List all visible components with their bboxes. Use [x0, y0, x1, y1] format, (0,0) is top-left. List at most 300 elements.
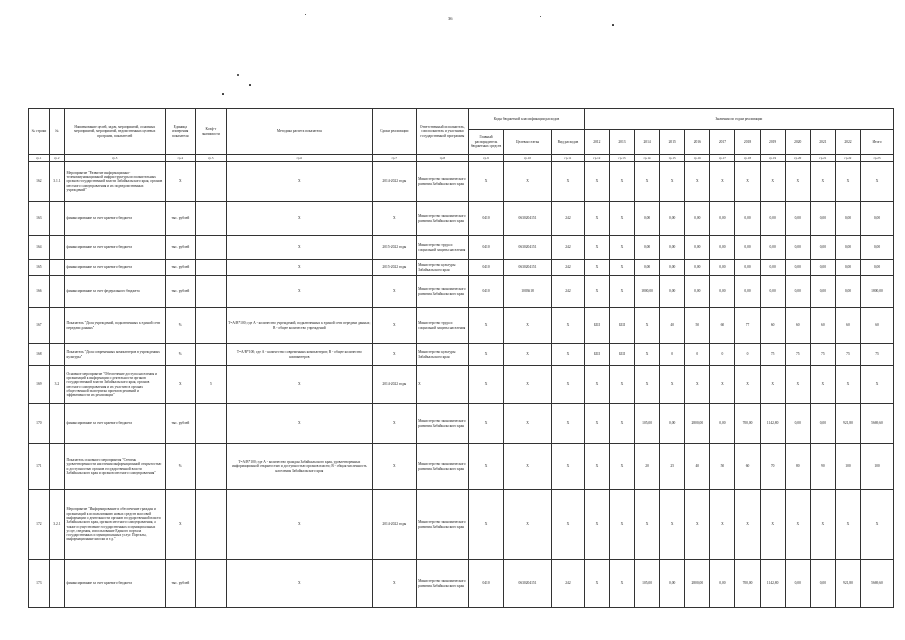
year-value-cell: 0,00: [710, 276, 735, 308]
year-value-cell: Х: [735, 366, 760, 404]
kbk-grbs-cell: 0410: [469, 202, 504, 236]
unit-cell: тыс. рублей: [165, 236, 196, 260]
coefficient-cell: 5: [196, 366, 227, 404]
year-value-cell: Х: [584, 366, 609, 404]
row-number-cell: 162: [29, 162, 50, 202]
year-value-cell: Х: [584, 560, 609, 608]
period-cell: Х: [372, 202, 416, 236]
responsible-cell: Министерство экономического развития Забайкальского края: [416, 276, 468, 308]
coefficient-cell: [196, 344, 227, 366]
header-year: 2017: [710, 129, 735, 154]
coefficient-cell: [196, 202, 227, 236]
unit-cell: %: [165, 308, 196, 344]
method-cell: Х: [226, 490, 372, 560]
scan-speck: [305, 14, 306, 15]
year-value-cell: Х: [835, 490, 860, 560]
year-value-cell: 0,00: [810, 202, 835, 236]
coefficient-cell: [196, 236, 227, 260]
column-index-cell: гр.23: [861, 155, 894, 162]
method-cell: Х: [226, 236, 372, 260]
period-cell: Х: [372, 276, 416, 308]
year-value-cell: 2800,00: [685, 560, 710, 608]
column-index-cell: гр.5: [196, 155, 227, 162]
kbk-target-article-cell: Х: [504, 490, 552, 560]
item-number-cell: [49, 404, 64, 444]
year-value-cell: 0,00: [735, 260, 760, 276]
coefficient-cell: [196, 162, 227, 202]
year-value-cell: 1142,80: [760, 560, 785, 608]
year-value-cell: 0: [660, 344, 685, 366]
kbk-grbs-cell: 0410: [469, 260, 504, 276]
column-index-cell: гр.4: [165, 155, 196, 162]
year-value-cell: 105,00: [635, 560, 660, 608]
year-value-cell: Х: [635, 490, 660, 560]
year-value-cell: Х: [609, 202, 634, 236]
year-value-cell: 0,00: [810, 404, 835, 444]
year-value-cell: Х: [710, 162, 735, 202]
header-coefficient: Коэф-т значимости: [196, 109, 227, 155]
table-header: [29, 109, 894, 162]
column-index-cell: гр.14: [635, 155, 660, 162]
table-row: [29, 276, 894, 308]
item-number-cell: 3.1.1: [49, 162, 64, 202]
period-cell: Х: [372, 560, 416, 608]
row-number-cell: 164: [29, 236, 50, 260]
kbk-expense-type-cell: Х: [552, 308, 585, 344]
coefficient-cell: [196, 490, 227, 560]
unit-cell: Х: [165, 490, 196, 560]
header-year: 2021: [810, 129, 835, 154]
header-responsible: Ответственный исполнитель, соисполнитель и участники государственной программы: [416, 109, 468, 155]
year-value-cell: 0,00: [635, 202, 660, 236]
column-index-cell: гр.11: [552, 155, 585, 162]
year-value-cell: 1142,80: [760, 404, 785, 444]
year-value-cell: Х: [810, 366, 835, 404]
table-row: [29, 404, 894, 444]
year-value-cell: 0,00: [710, 260, 735, 276]
item-number-cell: [49, 560, 64, 608]
column-index-cell: гр.22: [835, 155, 860, 162]
year-value-cell: 100: [835, 444, 860, 490]
header-kbk-group: Коды бюджетной классификации расходов: [469, 109, 585, 130]
year-value-cell: 0,00: [635, 260, 660, 276]
year-value-cell: 0,00: [785, 560, 810, 608]
year-value-cell: Х: [685, 490, 710, 560]
kbk-target-article-cell: Х: [504, 444, 552, 490]
year-value-cell: 921,80: [835, 404, 860, 444]
year-value-cell: БШ: [584, 308, 609, 344]
header-year: 2019: [760, 129, 785, 154]
year-value-cell: 0,00: [810, 260, 835, 276]
kbk-expense-type-cell: 242: [552, 560, 585, 608]
year-value-cell: Х: [735, 490, 760, 560]
year-value-cell: 0,00: [685, 202, 710, 236]
year-value-cell: 0,00: [660, 404, 685, 444]
year-value-cell: 0,00: [810, 560, 835, 608]
year-value-cell: 0,00: [660, 202, 685, 236]
header-period: Сроки реализации: [372, 109, 416, 155]
row-number-cell: 168: [29, 344, 50, 366]
table-row: [29, 236, 894, 260]
method-cell: Т=А/В*100; где А - количество современных компьютеров; В - общее количество компьютеров: [226, 344, 372, 366]
period-cell: 2015-2022 годы: [372, 236, 416, 260]
year-value-cell: 77: [735, 308, 760, 344]
unit-cell: %: [165, 344, 196, 366]
item-number-cell: [49, 202, 64, 236]
scan-speck: [222, 93, 224, 95]
total-value-cell: 60: [861, 308, 894, 344]
program-table: [28, 108, 894, 608]
unit-cell: тыс. рублей: [165, 404, 196, 444]
kbk-grbs-cell: Х: [469, 490, 504, 560]
kbk-expense-type-cell: Х: [552, 366, 585, 404]
year-value-cell: 90: [810, 444, 835, 490]
row-number-cell: 172: [29, 490, 50, 560]
page-number: 36: [448, 16, 453, 21]
total-value-cell: 1800,00: [861, 276, 894, 308]
column-index-cell: гр.12: [584, 155, 609, 162]
year-value-cell: 50: [685, 308, 710, 344]
year-value-cell: 0,00: [685, 260, 710, 276]
coefficient-cell: [196, 560, 227, 608]
column-index-cell: гр.10: [504, 155, 552, 162]
kbk-grbs-cell: Х: [469, 344, 504, 366]
year-value-cell: Х: [710, 490, 735, 560]
year-value-cell: 50: [710, 444, 735, 490]
responsible-cell: Министерство труда и социальной защиты населения: [416, 236, 468, 260]
column-index-cell: гр.7: [372, 155, 416, 162]
year-value-cell: Х: [584, 490, 609, 560]
year-value-cell: 0,00: [735, 236, 760, 260]
year-value-cell: 0,00: [810, 236, 835, 260]
year-value-cell: Х: [584, 276, 609, 308]
table-row: [29, 560, 894, 608]
year-value-cell: 25: [660, 444, 685, 490]
row-number-cell: 167: [29, 308, 50, 344]
year-value-cell: 0,00: [710, 202, 735, 236]
total-value-cell: Х: [861, 490, 894, 560]
year-value-cell: БШ: [609, 308, 634, 344]
table-row: [29, 260, 894, 276]
year-value-cell: 105,00: [635, 404, 660, 444]
method-cell: Х: [226, 260, 372, 276]
item-name-cell: финансирование за счет краевого бюджета: [65, 404, 165, 444]
year-value-cell: 40: [685, 444, 710, 490]
row-number-cell: 169: [29, 366, 50, 404]
year-value-cell: 921,80: [835, 560, 860, 608]
year-value-cell: Х: [609, 236, 634, 260]
year-value-cell: Х: [584, 444, 609, 490]
kbk-grbs-cell: 0410: [469, 276, 504, 308]
year-value-cell: 2800,00: [685, 404, 710, 444]
item-name-cell: Показатель основного мероприятия "Степень удовлетворенности населения информационной открытостью и доступностью органов государственной власти Забайкальского края и органов местного самоуправления": [65, 444, 165, 490]
column-index-cell: гр.18: [735, 155, 760, 162]
header-name: Наименование целей, задач, мероприятий, основных мероприятий, мероприятий, ведомственных целевых программ, показателей: [65, 109, 165, 155]
kbk-target-article-cell: 0630204151: [504, 236, 552, 260]
year-value-cell: 0,00: [685, 236, 710, 260]
kbk-expense-type-cell: Х: [552, 404, 585, 444]
item-name-cell: Мероприятие "Развитие информационно-телекоммуникационной инфраструктуры исполнительных органов государственной власти Забайкальского края, органов местного самоуправления и их подведомственных учреждений": [65, 162, 165, 202]
year-value-cell: Х: [785, 162, 810, 202]
header-year: 2020: [785, 129, 810, 154]
scan-speck: [612, 24, 614, 26]
year-value-cell: БШ: [609, 344, 634, 366]
method-cell: Х: [226, 202, 372, 236]
year-value-cell: 0,00: [785, 260, 810, 276]
year-value-cell: 700,00: [735, 404, 760, 444]
header-row-number: № строки: [29, 109, 50, 155]
coefficient-cell: [196, 260, 227, 276]
year-value-cell: 60: [735, 444, 760, 490]
total-value-cell: 100: [861, 444, 894, 490]
table-row: [29, 366, 894, 404]
year-value-cell: Х: [635, 162, 660, 202]
column-index-cell: гр.17: [710, 155, 735, 162]
row-number-cell: 166: [29, 276, 50, 308]
year-value-cell: 0,00: [685, 276, 710, 308]
coefficient-cell: [196, 276, 227, 308]
table-row: [29, 444, 894, 490]
item-number-cell: 3.2: [49, 366, 64, 404]
year-value-cell: Х: [660, 366, 685, 404]
year-value-cell: 60: [835, 308, 860, 344]
year-value-cell: 0,00: [835, 276, 860, 308]
year-value-cell: Х: [785, 490, 810, 560]
responsible-cell: Х: [416, 366, 468, 404]
header-total: Итого: [861, 129, 894, 154]
row-number-cell: 163: [29, 202, 50, 236]
item-name-cell: финансирование за счет краевого бюджета: [65, 236, 165, 260]
year-value-cell: Х: [609, 404, 634, 444]
table-body: [29, 162, 894, 608]
method-cell: Х: [226, 366, 372, 404]
year-value-cell: 60: [810, 308, 835, 344]
year-value-cell: 0,00: [660, 560, 685, 608]
item-number-cell: 3.2.1: [49, 490, 64, 560]
item-name-cell: Мероприятие "Информирование и обеспечение граждан и организаций к использованию новых средств массовой информации о деятельности органов государственной власти Забайкальского края, органов местного самоуправления, а также осуществление государственных и муниципальных услуг, сведения, использование Единого портала государственных и муниципальных услуг. Порталы, информационные киоски и т.д.": [65, 490, 165, 560]
column-index-cell: гр.20: [785, 155, 810, 162]
responsible-cell: Министерство культуры Забайкальского края: [416, 260, 468, 276]
item-name-cell: финансирование за счет краевого бюджета: [65, 202, 165, 236]
year-value-cell: 0,00: [710, 560, 735, 608]
year-value-cell: Х: [635, 308, 660, 344]
year-value-cell: 1800,00: [635, 276, 660, 308]
column-index-row: [29, 155, 894, 162]
year-value-cell: 75: [810, 344, 835, 366]
year-value-cell: Х: [584, 260, 609, 276]
year-value-cell: Х: [760, 490, 785, 560]
kbk-expense-type-cell: 242: [552, 236, 585, 260]
header-unit: Единица измерения показателя: [165, 109, 196, 155]
year-value-cell: Х: [584, 404, 609, 444]
row-number-cell: 165: [29, 260, 50, 276]
kbk-expense-type-cell: Х: [552, 344, 585, 366]
year-value-cell: 0,00: [735, 276, 760, 308]
header-kbk-expense-type: Вид расходов: [552, 129, 585, 154]
year-value-cell: 75: [785, 344, 810, 366]
column-index-cell: гр.3: [65, 155, 165, 162]
item-number-cell: [49, 308, 64, 344]
method-cell: Т=А/В*100; где А - количество учреждений, подключенных к единой сети передачи данных; В - общее количество учреждений: [226, 308, 372, 344]
scan-speck: [249, 84, 251, 86]
year-value-cell: 60: [785, 308, 810, 344]
year-value-cell: 40: [660, 308, 685, 344]
responsible-cell: Министерство экономического развития Забайкальского края: [416, 490, 468, 560]
unit-cell: Х: [165, 366, 196, 404]
item-name-cell: финансирование за счет краевого бюджета: [65, 260, 165, 276]
year-value-cell: Х: [710, 366, 735, 404]
year-value-cell: 60: [710, 308, 735, 344]
item-name-cell: Показатель "Доля учреждений, подключенных к единой сети передачи данных": [65, 308, 165, 344]
year-value-cell: 0,00: [785, 404, 810, 444]
unit-cell: тыс. рублей: [165, 276, 196, 308]
year-value-cell: 0,00: [760, 260, 785, 276]
kbk-target-article-cell: 1003618: [504, 276, 552, 308]
year-value-cell: Х: [810, 162, 835, 202]
year-value-cell: 0,00: [785, 202, 810, 236]
year-value-cell: 0,00: [810, 276, 835, 308]
kbk-target-article-cell: Х: [504, 162, 552, 202]
unit-cell: тыс. рублей: [165, 260, 196, 276]
responsible-cell: Министерство экономического развития Забайкальского края: [416, 404, 468, 444]
kbk-grbs-cell: 0410: [469, 560, 504, 608]
year-value-cell: 0,00: [835, 202, 860, 236]
year-value-cell: Х: [584, 236, 609, 260]
kbk-expense-type-cell: Х: [552, 444, 585, 490]
total-value-cell: 5669,60: [861, 404, 894, 444]
year-value-cell: Х: [635, 366, 660, 404]
year-value-cell: Х: [785, 366, 810, 404]
year-value-cell: 75: [835, 344, 860, 366]
kbk-target-article-cell: 0630204151: [504, 260, 552, 276]
item-name-cell: Показатель "Доля современных компьютеров в учреждениях культуры": [65, 344, 165, 366]
kbk-grbs-cell: Х: [469, 444, 504, 490]
year-value-cell: 0,00: [660, 236, 685, 260]
year-value-cell: Х: [810, 490, 835, 560]
coefficient-cell: [196, 444, 227, 490]
program-table-container: [28, 108, 894, 608]
period-cell: 2015-2022 годы: [372, 260, 416, 276]
kbk-target-article-cell: Х: [504, 308, 552, 344]
total-value-cell: 75: [861, 344, 894, 366]
item-name-cell: финансирование за счет краевого бюджета: [65, 560, 165, 608]
kbk-grbs-cell: Х: [469, 404, 504, 444]
method-cell: Х: [226, 162, 372, 202]
column-index-cell: гр.13: [609, 155, 634, 162]
year-value-cell: Х: [760, 366, 785, 404]
responsible-cell: Министерство экономического развития Забайкальского края: [416, 202, 468, 236]
coefficient-cell: [196, 308, 227, 344]
table-row: [29, 344, 894, 366]
kbk-expense-type-cell: 242: [552, 276, 585, 308]
year-value-cell: 0: [685, 344, 710, 366]
kbk-expense-type-cell: Х: [552, 490, 585, 560]
year-value-cell: Х: [584, 162, 609, 202]
item-number-cell: [49, 260, 64, 276]
period-cell: Х: [372, 444, 416, 490]
item-name-cell: финансирование за счет федерального бюджета: [65, 276, 165, 308]
period-cell: Х: [372, 404, 416, 444]
year-value-cell: Х: [660, 162, 685, 202]
year-value-cell: 75: [760, 344, 785, 366]
coefficient-cell: [196, 404, 227, 444]
year-value-cell: 0,00: [760, 236, 785, 260]
kbk-grbs-cell: Х: [469, 162, 504, 202]
period-cell: 2014-2022 годы: [372, 162, 416, 202]
year-value-cell: Х: [835, 162, 860, 202]
year-value-cell: 0,00: [835, 260, 860, 276]
year-value-cell: 70: [760, 444, 785, 490]
unit-cell: %: [165, 444, 196, 490]
year-value-cell: 0,00: [710, 236, 735, 260]
year-value-cell: 0,00: [760, 202, 785, 236]
header-year: 2015: [660, 129, 685, 154]
year-value-cell: 0,00: [735, 202, 760, 236]
table-row: [29, 162, 894, 202]
period-cell: 2014-2022 годы: [372, 366, 416, 404]
year-value-cell: 20: [635, 444, 660, 490]
column-index-cell: гр.19: [760, 155, 785, 162]
column-index-cell: гр.8: [416, 155, 468, 162]
year-value-cell: Х: [609, 276, 634, 308]
period-cell: 2014-2022 годы: [372, 490, 416, 560]
kbk-expense-type-cell: Х: [552, 162, 585, 202]
total-value-cell: 0,00: [861, 260, 894, 276]
year-value-cell: Х: [635, 344, 660, 366]
year-value-cell: Х: [660, 490, 685, 560]
year-value-cell: БШ: [584, 344, 609, 366]
method-cell: Х: [226, 560, 372, 608]
year-value-cell: 0,00: [660, 276, 685, 308]
year-value-cell: Х: [835, 366, 860, 404]
header-values-group: Значения по годам реализации: [584, 109, 893, 130]
unit-cell: Х: [165, 162, 196, 202]
year-value-cell: Х: [609, 366, 634, 404]
unit-cell: тыс. рублей: [165, 202, 196, 236]
year-value-cell: 0,00: [660, 260, 685, 276]
item-name-cell: Основное мероприятие "Обеспечение доступа населения и организаций к информации о деятельности органов государственной власти Забайкальского края, органов местного самоуправления и их участию в органах общественной экспертизы проектов решений и эффективности их реализации": [65, 366, 165, 404]
year-value-cell: 0,00: [760, 276, 785, 308]
header-number: №: [49, 109, 64, 155]
total-value-cell: 0,00: [861, 236, 894, 260]
table-row: [29, 490, 894, 560]
item-number-cell: [49, 276, 64, 308]
responsible-cell: Министерство экономического развития Забайкальского края: [416, 444, 468, 490]
method-cell: Х: [226, 276, 372, 308]
responsible-cell: Министерство труда и социальной защиты населения: [416, 308, 468, 344]
kbk-grbs-cell: Х: [469, 366, 504, 404]
header-kbk-grbs: Главный распорядитель бюджетных средств: [469, 129, 504, 154]
year-value-cell: 0,00: [635, 236, 660, 260]
kbk-expense-type-cell: 242: [552, 260, 585, 276]
header-year: 2018: [735, 129, 760, 154]
year-value-cell: 700,00: [735, 560, 760, 608]
year-value-cell: 0,00: [785, 236, 810, 260]
table-row: [29, 308, 894, 344]
column-index-cell: гр.6: [226, 155, 372, 162]
responsible-cell: Министерство экономического развития Забайкальского края: [416, 162, 468, 202]
kbk-target-article-cell: Х: [504, 366, 552, 404]
item-number-cell: [49, 444, 64, 490]
method-cell: Х: [226, 404, 372, 444]
total-value-cell: Х: [861, 366, 894, 404]
table-row: [29, 202, 894, 236]
year-value-cell: Х: [609, 162, 634, 202]
year-value-cell: Х: [760, 162, 785, 202]
year-value-cell: Х: [609, 490, 634, 560]
column-index-cell: гр.2: [49, 155, 64, 162]
header-kbk-target-article: Целевая статья: [504, 129, 552, 154]
